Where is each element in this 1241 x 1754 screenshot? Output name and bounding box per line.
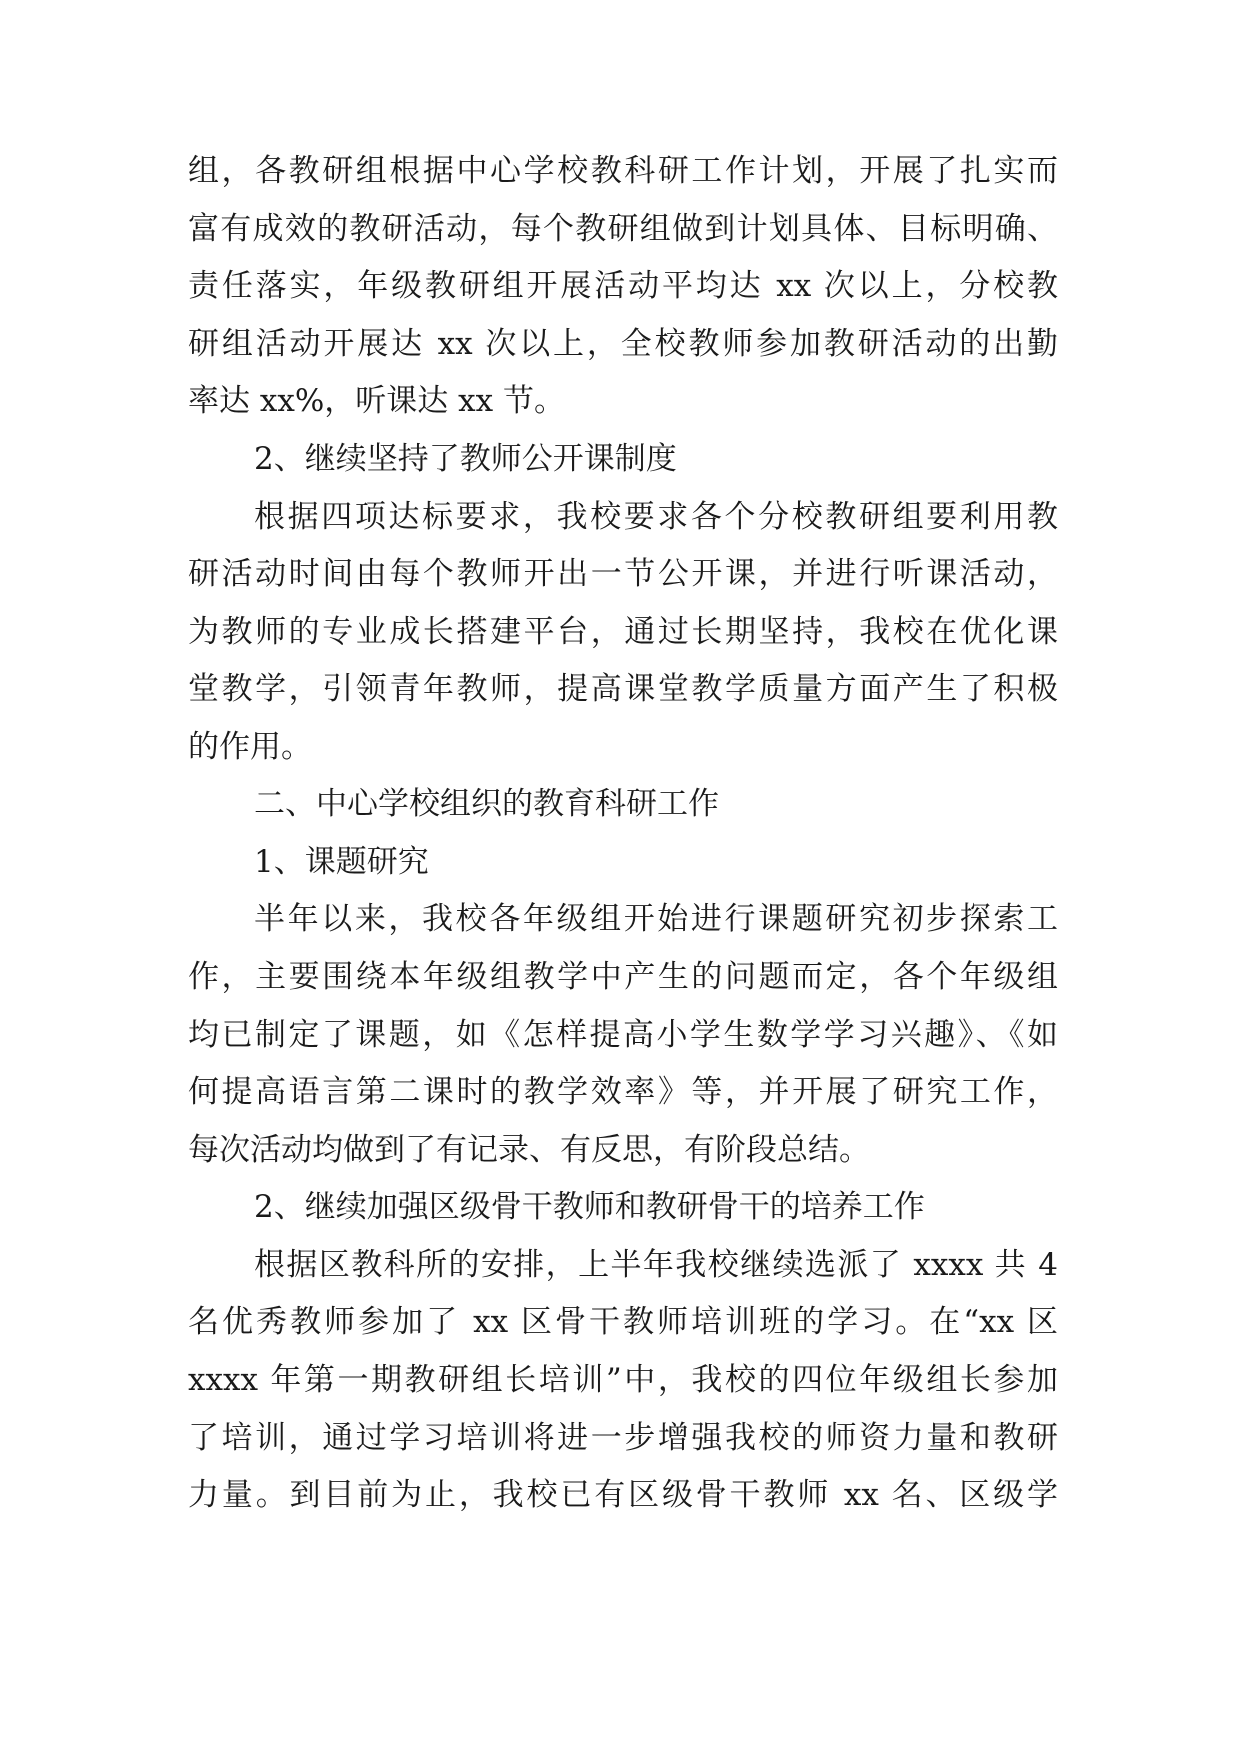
paragraph-line: 为教师的专业成长搭建平台，通过长期坚持，我校在优化课: [188, 614, 1058, 650]
paragraph-line: 了培训，通过学习培训将进一步增强我校的师资力量和教研: [188, 1420, 1058, 1456]
paragraph-line: 研活动时间由每个教师开出一节公开课，并进行听课活动，: [188, 556, 1058, 592]
paragraph-line: 名优秀教师参加了 xx 区骨干教师培训班的学习。在“xx 区: [188, 1304, 1058, 1340]
paragraph-line: 力量。到目前为止，我校已有区级骨干教师 xx 名、区级学: [188, 1477, 1058, 1513]
paragraph-line: 组，各教研组根据中心学校教科研工作计划，开展了扎实而: [188, 153, 1058, 189]
paragraph-line: 作，主要围绕本年级组教学中产生的问题而定，各个年级组: [188, 959, 1058, 995]
paragraph-line: 何提高语言第二课时的教学效率》等，并开展了研究工作，: [188, 1074, 1058, 1110]
paragraph-line: 均已制定了课题，如《怎样提高小学生数学学习兴趣》、《如: [188, 1017, 1058, 1053]
section-heading: 1、课题研究: [254, 844, 429, 880]
section-heading: 2、继续加强区级骨干教师和教研骨干的培养工作: [254, 1189, 925, 1225]
paragraph-line: 根据四项达标要求，我校要求各个分校教研组要利用教: [254, 499, 1058, 535]
paragraph-line: 富有成效的教研活动，每个教研组做到计划具体、目标明确、: [188, 211, 1058, 247]
section-heading: 二、中心学校组织的教育科研工作: [254, 786, 719, 822]
paragraph-line: xxxx 年第一期教研组长培训”中，我校的四位年级组长参加: [188, 1362, 1058, 1398]
section-heading: 2、继续坚持了教师公开课制度: [254, 441, 677, 477]
paragraph-line: 责任落实，年级教研组开展活动平均达 xx 次以上，分校教: [188, 268, 1058, 304]
paragraph-line: 研组活动开展达 xx 次以上，全校教师参加教研活动的出勤: [188, 326, 1058, 362]
paragraph-line: 率达 xx%，听课达 xx 节。: [188, 383, 565, 419]
paragraph-line: 根据区教科所的安排，上半年我校继续选派了 xxxx 共 4: [254, 1247, 1058, 1283]
paragraph-line: 每次活动均做到了有记录、有反思，有阶段总结。: [188, 1132, 870, 1168]
paragraph-line: 半年以来，我校各年级组开始进行课题研究初步探索工: [254, 901, 1058, 937]
paragraph-line: 的作用。: [188, 729, 312, 765]
paragraph-line: 堂教学，引领青年教师，提高课堂教学质量方面产生了积极: [188, 671, 1058, 707]
